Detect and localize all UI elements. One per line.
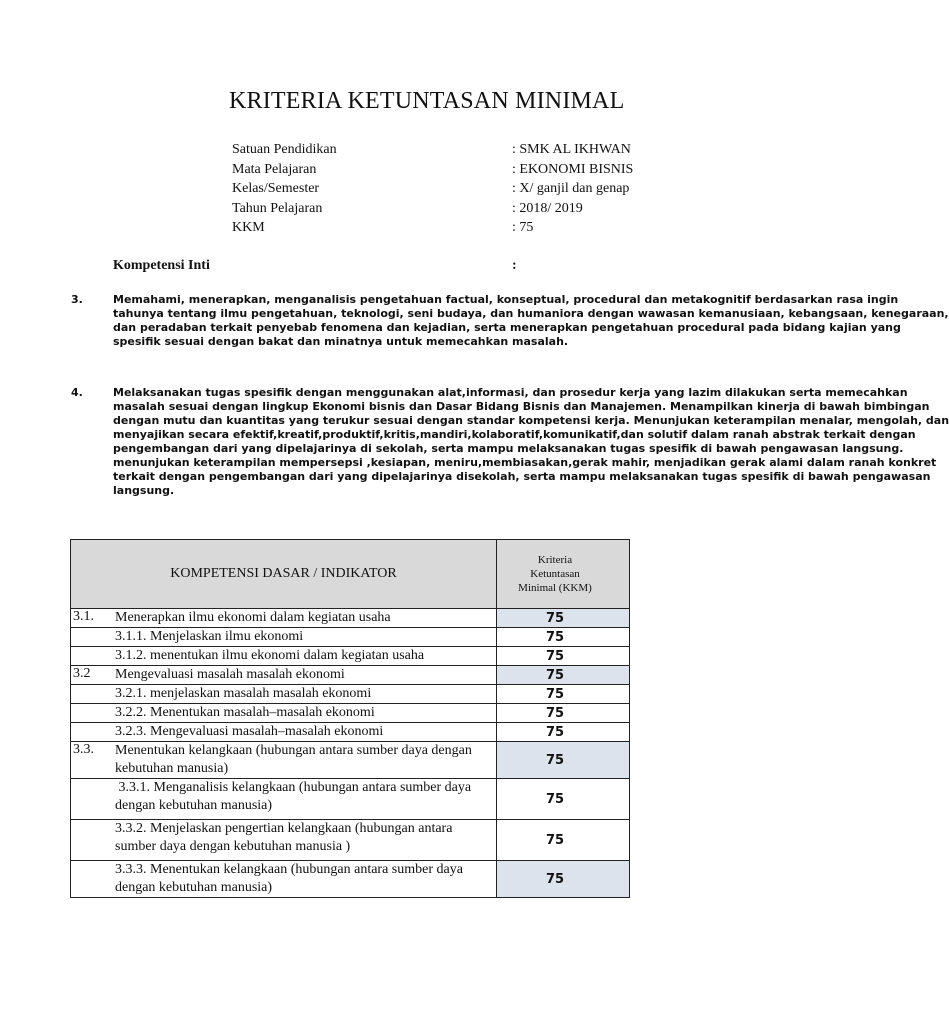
ki-item-line: langsung. (113, 484, 175, 497)
row-line: sumber daya dengan kebutuhan manusia ) (115, 839, 351, 854)
ki-item-line: spesifik sesuai dengan bakat dan minatnya untuk memecahkan masalah. (113, 335, 569, 348)
ki-item-number: 4. (71, 386, 83, 399)
row-number (71, 820, 114, 861)
row-number (71, 779, 114, 820)
row-number: 3.1. (71, 609, 114, 628)
ki-item-line: tahunya tentang ilmu pengetahuan, teknologi, seni budaya, dan humaniora dengan wawasan kemanusiaan, kebangsaan, kenegaraan, (113, 307, 949, 320)
row-number (71, 685, 114, 704)
row-number: 3.3. (71, 742, 114, 779)
info-value-mata-pelajaran: : EKONOMI BISNIS (512, 162, 634, 177)
info-value-kelas-semester: : X/ ganjil dan genap (512, 181, 630, 196)
ki-item-line: pengembangan dari yang dipelajarinya di sekolah, serta mampu melaksanakan tugas spesifik di bawah pengawasan langsung. (113, 442, 904, 455)
row-number (71, 861, 114, 898)
table-row (71, 685, 630, 704)
table-row (71, 704, 630, 723)
row-line: 3.3.1. Menganalisis kelangkaan (hubungan antara sumber daya (115, 780, 472, 795)
row-number (71, 723, 114, 742)
ki-item-line: masalah sesuai dengan lingkup Ekonomi bisnis dan Dasar Bidang Bisnis dan Manajemen. Menampilkan kinerja di bawah bimbingan (113, 400, 930, 413)
table-row (71, 861, 630, 898)
table-row (71, 647, 630, 666)
row-number (71, 704, 114, 723)
table-row (71, 820, 630, 861)
table-row (71, 779, 630, 820)
row-kkm-value: 75 (497, 609, 630, 628)
ki-item-line: dan peradaban terkait penyebab fenomena dan kejadian, serta menerapkan pengetahuan procedural pada bidang kajian yang (113, 321, 901, 334)
ki-item-text (113, 386, 949, 498)
row-description (113, 704, 497, 723)
row-number (71, 647, 114, 666)
table-row (71, 742, 630, 779)
row-kkm-value: 75 (497, 820, 630, 861)
row-line: 3.2.2. Menentukan masalah–masalah ekonomi (115, 705, 375, 720)
row-description (113, 861, 497, 898)
kompetensi-inti-label: Kompetensi Inti (113, 258, 210, 273)
row-line: 3.3.3. Menentukan kelangkaan (hubungan antara sumber daya (115, 862, 463, 877)
row-kkm-value: 75 (497, 861, 630, 898)
page-title: KRITERIA KETUNTASAN MINIMAL (229, 88, 625, 114)
table-row (71, 723, 630, 742)
row-kkm-value: 75 (497, 628, 630, 647)
table-row (71, 666, 630, 685)
header-kkm-line: Minimal (KKM) (518, 582, 592, 594)
info-value-satuan-pendidikan: : SMK AL IKHWAN (512, 142, 631, 157)
row-description (113, 779, 497, 820)
info-label-mata-pelajaran: Mata Pelajaran (232, 162, 317, 177)
row-description (113, 820, 497, 861)
info-value-tahun-pelajaran: : 2018/ 2019 (512, 201, 583, 216)
row-kkm-value: 75 (497, 742, 630, 779)
row-line: dengan kebutuhan manusia) (115, 798, 273, 813)
info-label-satuan-pendidikan: Satuan Pendidikan (232, 142, 337, 157)
row-kkm-value: 75 (497, 779, 630, 820)
row-kkm-value: 75 (497, 723, 630, 742)
row-line: 3.1.2. menentukan ilmu ekonomi dalam kegiatan usaha (115, 648, 425, 663)
table-row (71, 609, 630, 628)
info-label-tahun-pelajaran: Tahun Pelajaran (232, 201, 323, 216)
ki-item-text (113, 293, 949, 349)
row-line: dengan kebutuhan manusia) (115, 880, 273, 895)
header-kkm-line: Kriteria (537, 554, 573, 566)
row-line: Mengevaluasi masalah masalah ekonomi (115, 667, 345, 682)
header-kkm-line: Ketuntasan (530, 568, 580, 580)
row-number (71, 628, 114, 647)
kkm-table (70, 539, 630, 898)
row-number: 3.2 (71, 666, 114, 685)
ki-item-line: menunjukan keterampilan mempersepsi ,kesiapan, meniru,membiasakan,gerak mahir, menjadikan gerak alami dalam ranah konkret (113, 456, 937, 469)
row-line: Menerapkan ilmu ekonomi dalam kegiatan usaha (115, 610, 391, 625)
row-line: kebutuhan manusia) (115, 761, 229, 776)
row-description (113, 647, 497, 666)
info-value-kkm: : 75 (512, 220, 534, 235)
row-description (113, 628, 497, 647)
table-header-row (71, 540, 630, 609)
ki-item-line: terkait dengan pengembangan dari yang dipelajarinya disekolah, serta mampu melaksanakan tugas spesifik di bawah pengawasan (113, 470, 931, 483)
header-kkm (497, 540, 630, 609)
info-label-kkm: KKM (232, 220, 265, 235)
row-kkm-value: 75 (497, 647, 630, 666)
table-row (71, 628, 630, 647)
kompetensi-inti-colon: : (512, 258, 517, 273)
row-description (113, 723, 497, 742)
row-description (113, 609, 497, 628)
ki-item-line: menyajikan secara efektif,kreatif,produktif,kritis,mandiri,kolaboratif,komunikatif,dan solutif dalam ranah abstrak terkait dengan (113, 428, 916, 441)
row-description (113, 685, 497, 704)
row-description (113, 742, 497, 779)
ki-item-line: dengan mutu dan kuantitas yang terukur sesuai dengan standar kompetensi kerja. Menunjukan keterampilan menalar, mengolah, dan (113, 414, 949, 427)
row-kkm-value: 75 (497, 704, 630, 723)
row-kkm-value: 75 (497, 685, 630, 704)
ki-item-line: Memahami, menerapkan, menganalisis pengetahuan factual, konseptual, procedural dan metakognitif berdasarkan rasa ingin (113, 293, 899, 306)
info-label-kelas-semester: Kelas/Semester (232, 181, 320, 196)
row-line: 3.2.3. Mengevaluasi masalah–masalah ekonomi (115, 724, 384, 739)
row-line: 3.2.1. menjelaskan masalah masalah ekonomi (115, 686, 372, 701)
header-kompetensi-dasar: KOMPETENSI DASAR / INDIKATOR (71, 540, 497, 609)
ki-item-line: Melaksanakan tugas spesifik dengan menggunakan alat,informasi, dan prosedur kerja yang lazim dilakukan serta memecahkan (113, 386, 908, 399)
row-kkm-value: 75 (497, 666, 630, 685)
row-line: 3.1.1. Menjelaskan ilmu ekonomi (115, 629, 304, 644)
row-description (113, 666, 497, 685)
row-line: Menentukan kelangkaan (hubungan antara sumber daya dengan (115, 743, 472, 758)
ki-item-number: 3. (71, 293, 83, 306)
row-line: 3.3.2. Menjelaskan pengertian kelangkaan (hubungan antara (115, 821, 453, 836)
